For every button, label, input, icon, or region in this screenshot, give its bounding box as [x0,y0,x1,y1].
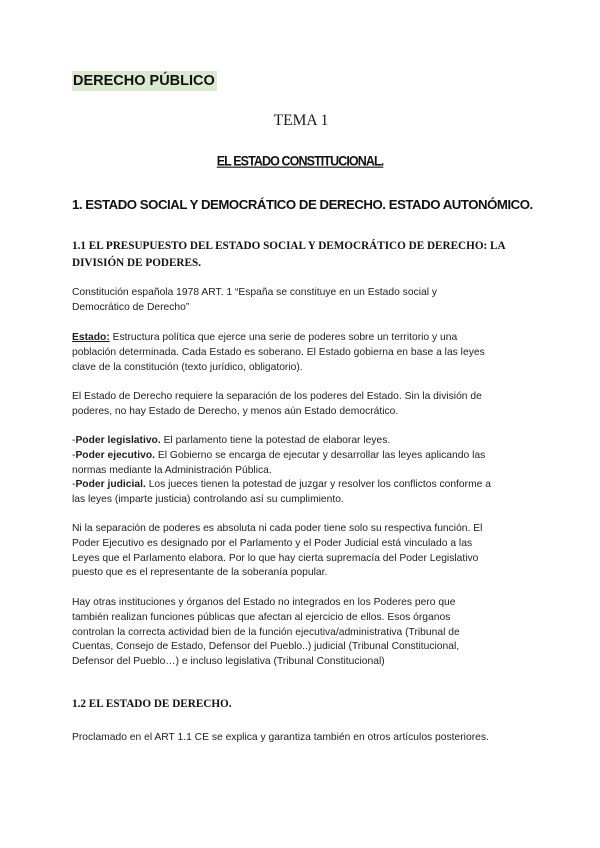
paragraph-line: Cuentas, Consejo de Estado, Defensor del Pueblo..) judicial (Tribunal Constitucional, [72,641,460,653]
paragraph-line: Leyes que el Parlamento elabora. Por lo que hay cierta supremacía del Poder Legislativo [72,552,479,564]
paragraph-line: puesto que es el representante de la soberanía popular. [72,567,328,579]
main-title [0,152,600,170]
power-term: Poder judicial. [75,479,146,491]
heading-line: DIVISIÓN DE PODERES. [72,257,201,269]
power-item-judicial: -Poder judicial. Los jueces tienen la potestad de juzgar y resolver los conflictos conforme a [72,479,491,491]
paragraph-line: clave de la constitución (texto jurídico, obligatorio). [72,361,303,373]
heading-line: 1.1 EL PRESUPUESTO DEL ESTADO SOCIAL Y DEMOCRÁTICO DE DERECHO: LA [72,240,506,252]
power-item-ejecutivo: -Poder ejecutivo. El Gobierno se encarga de ejecutar y desarrollar las leyes aplicando las [72,449,486,461]
paragraph-line: poderes, no hay Estado de Derecho, y menos aún Estado democrático. [72,405,399,417]
paragraph-line: Ni la separación de poderes es absoluta ni cada poder tiene solo su respectiva función. El [72,523,483,534]
power-item-legislativo: -Poder legislativo. El parlamento tiene la potestad de elaborar leyes. [72,435,391,446]
estado-definition-paragraph [72,331,532,375]
powers-list [72,434,532,508]
estado-definition-text: Estructura política que ejerce una serie de poderes sobre un territorio y una [109,332,458,343]
paragraph-line: también realizan funciones públicas que afectan al ejercicio de ellos. Esos órganos [72,611,451,623]
power-term: Poder legislativo. [75,435,161,446]
paragraph-line: Democrático de Derecho” [72,301,190,313]
section-1-2-heading: 1.2 EL ESTADO DE DERECHO. [72,698,232,710]
paragraph-line: Hay otras instituciones y órganos del Estado no integrados en los Poderes pero que [72,597,456,608]
separation-paragraph [72,522,532,581]
institutions-paragraph [72,596,532,670]
paragraph-line: Constitución española 1978 ART. 1 “España se constituye en un Estado social y [72,287,438,298]
power-item-continuation: normas mediante la Administración Pública. [72,464,272,476]
constitution-paragraph [72,286,532,316]
final-paragraph [72,731,532,746]
paragraph-line: Defensor del Pueblo…) e incluso legislativa (Tribunal Constitucional) [72,656,385,668]
section-1-heading: 1. ESTADO SOCIAL Y DEMOCRÁTICO DE DERECHO. ESTADO AUTONÓMICO. [72,197,533,212]
paragraph-line: población determinada. Cada Estado es soberano. El Estado gobierna en base a las leyes [72,346,485,358]
paragraph-line [72,331,532,346]
power-item-continuation: las leyes (imparte justicia) controlando así su cumplimiento. [72,494,344,506]
section-1-1-heading [72,238,532,272]
paragraph-line: Proclamado en el ART 1.1 CE se explica y garantiza también en otros artículos posteriores. [72,732,489,743]
estado-term: Estado: [72,332,110,343]
tema-title: TEMA 1 [273,112,329,129]
rule-of-law-paragraph [72,390,532,420]
power-term: Poder ejecutivo. [75,449,155,461]
main-title-text: EL ESTADO CONSTITUCIONAL. [216,153,384,169]
subject-title: DERECHO PÚBLICO [73,73,215,89]
paragraph-line: El Estado de Derecho requiere la separación de los poderes del Estado. Sin la división de [72,391,482,402]
paragraph-line: controlan la correcta actividad bien de la función ejecutiva/administrativa (Tribunal de [72,626,460,638]
paragraph-line: Poder Ejecutivo es designado por el Parlamento y el Poder Judicial está vinculado a las [72,537,473,549]
